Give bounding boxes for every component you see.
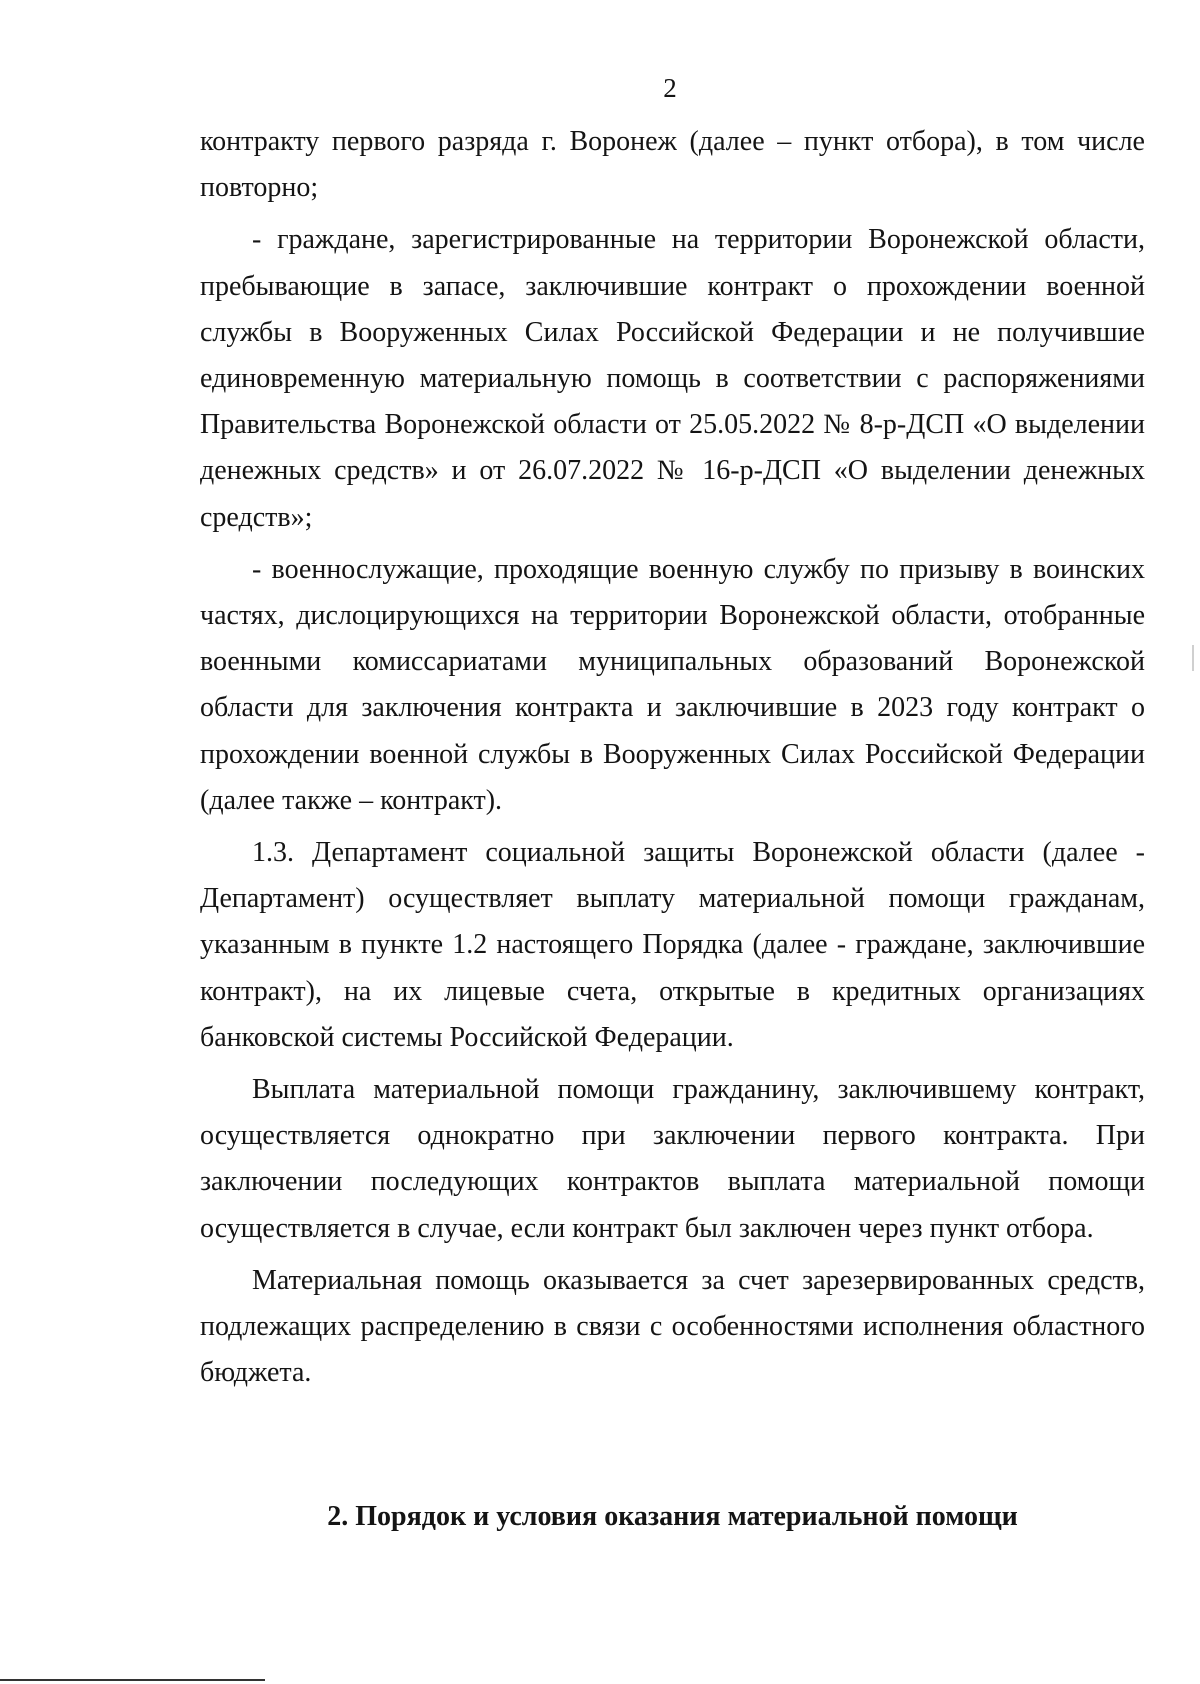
footnote-separator [0, 1679, 265, 1681]
paragraph-reserve-citizens: - граждане, зарегистрированные на территории Воронежской области, пребывающие в запасе, заключившие контракт о прохождении военной службы в Вооруженных Силах Российской Федерации и не получившие единовременную материальную помощь в соответствии с распоряжениями Правительства Воронежской области от 25.05.2022 № 8-р-ДСП «О выделении денежных средств» и от 26.07.2022 № 16-р-ДСП «О выделении денежных средств»; [200, 224, 1145, 533]
page-number: 2 [663, 73, 677, 103]
paragraph-continuation: контракту первого разряда г. Воронеж (далее – пункт отбора), в том числе повторно; [200, 126, 1145, 204]
paragraph-conscripts: - военнослужащие, проходящие военную службу по призыву в воинских частях, дислоцирующихся на территории Воронежской области, отобранные военными комиссариатами муниципальных образований Воронежской области для заключения контракта и заключившие в 2023 году контракт о прохождении военной службы в Вооруженных Силах Российской Федерации (далее также – контракт). [200, 553, 1145, 816]
document-body [200, 119, 1145, 1402]
paragraph-payment-once: Выплата материальной помощи гражданину, заключившему контракт, осуществляется однократно при заключении первого контракта. При заключении последующих контрактов выплата материальной помощи осуществляется в случае, если контракт был заключен через пункт отбора. [200, 1074, 1145, 1244]
paragraph-clause-1-3: 1.3. Департамент социальной защиты Воронежской области (далее - Департамент) осуществляет выплату материальной помощи гражданам, указанным в пункте 1.2 настоящего Порядка (далее - граждане, заключившие контракт), на их лицевые счета, открытые в кредитных организациях банковской системы Российской Федерации. [200, 837, 1145, 1053]
section-heading: 2. Порядок и условия оказания материальной помощи [327, 1501, 1018, 1532]
scan-margin-mark [1192, 645, 1194, 671]
paragraph-funding-source: Материальная помощь оказывается за счет зарезервированных средств, подлежащих распределению в связи с особенностями исполнения областного бюджета. [200, 1264, 1145, 1389]
